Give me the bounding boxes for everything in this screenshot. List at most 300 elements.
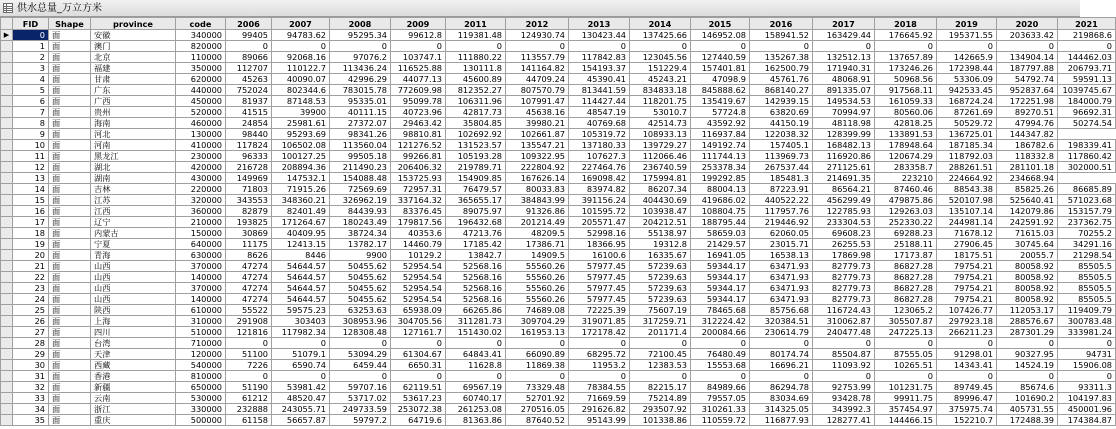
- cell-2012[interactable]: 384843.99: [506, 195, 569, 206]
- cell-province[interactable]: 北京: [91, 52, 176, 63]
- cell-province[interactable]: 天津: [91, 349, 176, 360]
- cell-2009[interactable]: 61304.67: [391, 349, 446, 360]
- cell-code[interactable]: 410000: [176, 140, 226, 151]
- cell-shape[interactable]: 面: [49, 283, 91, 294]
- table-row[interactable]: [1, 107, 1116, 118]
- row-selector[interactable]: [1, 272, 13, 283]
- cell-2018[interactable]: 69288.23: [875, 228, 937, 239]
- row-selector[interactable]: [1, 228, 13, 239]
- cell-2008[interactable]: 113436.24: [330, 63, 391, 74]
- cell-shape[interactable]: 面: [49, 272, 91, 283]
- cell-2021[interactable]: 59591.13: [1058, 74, 1116, 85]
- cell-2013[interactable]: 40769.68: [569, 118, 630, 129]
- cell-fid[interactable]: 21: [13, 261, 49, 272]
- cell-2020[interactable]: 80058.92: [997, 294, 1058, 305]
- cell-2009[interactable]: 65938.09: [391, 305, 446, 316]
- cell-2020[interactable]: 90327.95: [997, 349, 1058, 360]
- cell-2020[interactable]: 144347.82: [997, 129, 1058, 140]
- cell-2012[interactable]: 124930.74: [506, 30, 569, 41]
- cell-fid[interactable]: 1: [13, 41, 49, 52]
- cell-2018[interactable]: 305507.87: [875, 316, 937, 327]
- cell-2017[interactable]: 82779.73: [813, 272, 875, 283]
- cell-2012[interactable]: 14909.5: [506, 250, 569, 261]
- cell-2006[interactable]: 24854: [226, 118, 272, 129]
- cell-2014[interactable]: 175994.81: [630, 173, 691, 184]
- cell-2018[interactable]: 80560.06: [875, 107, 937, 118]
- cell-fid[interactable]: 24: [13, 294, 49, 305]
- cell-2018[interactable]: 0: [875, 371, 937, 382]
- cell-2007[interactable]: 71915.26: [272, 184, 330, 195]
- cell-shape[interactable]: 面: [49, 305, 91, 316]
- cell-2020[interactable]: 134904.14: [997, 52, 1058, 63]
- cell-2018[interactable]: 0: [875, 41, 937, 52]
- cell-2018[interactable]: 176645.92: [875, 30, 937, 41]
- cell-2006[interactable]: 0: [226, 41, 272, 52]
- cell-fid[interactable]: 7: [13, 107, 49, 118]
- table-row[interactable]: [1, 151, 1116, 162]
- cell-2018[interactable]: 247225.13: [875, 327, 937, 338]
- cell-shape[interactable]: 面: [49, 85, 91, 96]
- row-selector[interactable]: [1, 393, 13, 404]
- cell-2009[interactable]: 0: [391, 41, 446, 52]
- cell-2018[interactable]: 86827.28: [875, 272, 937, 283]
- cell-fid[interactable]: 33: [13, 393, 49, 404]
- cell-2015[interactable]: 312224.42: [691, 316, 750, 327]
- cell-2016[interactable]: 267537.44: [750, 162, 813, 173]
- cell-2009[interactable]: 179817.56: [391, 217, 446, 228]
- row-selector[interactable]: [1, 184, 13, 195]
- row-selector[interactable]: [1, 140, 13, 151]
- cell-province[interactable]: 内蒙古: [91, 228, 176, 239]
- cell-2007[interactable]: 92068.16: [272, 52, 330, 63]
- cell-2007[interactable]: 40409.95: [272, 228, 330, 239]
- cell-2006[interactable]: 89066: [226, 52, 272, 63]
- cell-2013[interactable]: 78384.55: [569, 382, 630, 393]
- cell-2014[interactable]: 57239.63: [630, 294, 691, 305]
- cell-2012[interactable]: 102661.87: [506, 129, 569, 140]
- cell-2008[interactable]: 95295.34: [330, 30, 391, 41]
- cell-2019[interactable]: 71678.12: [937, 228, 997, 239]
- cell-province[interactable]: 广西: [91, 96, 176, 107]
- cell-2015[interactable]: 188795.44: [691, 217, 750, 228]
- cell-2011[interactable]: 105193.28: [446, 151, 506, 162]
- cell-2014[interactable]: 118201.75: [630, 96, 691, 107]
- cell-2014[interactable]: 139729.27: [630, 140, 691, 151]
- cell-2019[interactable]: 14343.41: [937, 360, 997, 371]
- cell-2007[interactable]: 0: [272, 41, 330, 52]
- cell-2017[interactable]: 132512.13: [813, 52, 875, 63]
- cell-shape[interactable]: 面: [49, 261, 91, 272]
- cell-2020[interactable]: 203633.42: [997, 30, 1058, 41]
- cell-2009[interactable]: 10129.2: [391, 250, 446, 261]
- cell-shape[interactable]: 面: [49, 118, 91, 129]
- cell-2021[interactable]: 184000.79: [1058, 96, 1116, 107]
- cell-2006[interactable]: 0: [226, 338, 272, 349]
- cell-2006[interactable]: 61212: [226, 393, 272, 404]
- row-selector[interactable]: [1, 349, 13, 360]
- cell-2008[interactable]: 6459.44: [330, 360, 391, 371]
- cell-province[interactable]: 山西: [91, 261, 176, 272]
- cell-2006[interactable]: 81937: [226, 96, 272, 107]
- cell-2015[interactable]: 0: [691, 41, 750, 52]
- cell-2008[interactable]: 154088.48: [330, 173, 391, 184]
- cell-2016[interactable]: 117957.76: [750, 206, 813, 217]
- cell-2019[interactable]: 942533.45: [937, 85, 997, 96]
- cell-province[interactable]: 江苏: [91, 195, 176, 206]
- cell-2013[interactable]: 16100.6: [569, 250, 630, 261]
- cell-2017[interactable]: 233304.53: [813, 217, 875, 228]
- cell-2019[interactable]: 136725.01: [937, 129, 997, 140]
- cell-2021[interactable]: 219868.6: [1058, 30, 1116, 41]
- cell-2014[interactable]: 53010.7: [630, 107, 691, 118]
- cell-2009[interactable]: 121276.52: [391, 140, 446, 151]
- cell-2015[interactable]: 59344.17: [691, 261, 750, 272]
- cell-2009[interactable]: 772609.98: [391, 85, 446, 96]
- cell-2016[interactable]: 157405.1: [750, 140, 813, 151]
- cell-2016[interactable]: 320384.51: [750, 316, 813, 327]
- cell-2017[interactable]: 82779.73: [813, 283, 875, 294]
- cell-2008[interactable]: 53094.29: [330, 349, 391, 360]
- cell-province[interactable]: 重庆: [91, 415, 176, 426]
- cell-2014[interactable]: 404430.69: [630, 195, 691, 206]
- cell-2021[interactable]: 85505.5: [1058, 294, 1116, 305]
- cell-2009[interactable]: 99612.8: [391, 30, 446, 41]
- cell-2020[interactable]: 405731.55: [997, 404, 1058, 415]
- cell-2016[interactable]: 85756.68: [750, 305, 813, 316]
- cell-2012[interactable]: 0: [506, 371, 569, 382]
- cell-2011[interactable]: 0: [446, 338, 506, 349]
- cell-2021[interactable]: 571023.68: [1058, 195, 1116, 206]
- cell-2015[interactable]: 59344.17: [691, 294, 750, 305]
- table-row[interactable]: [1, 74, 1116, 85]
- cell-2008[interactable]: 249733.59: [330, 404, 391, 415]
- table-row[interactable]: [1, 118, 1116, 129]
- cell-2014[interactable]: 75607.19: [630, 305, 691, 316]
- cell-2009[interactable]: 98810.81: [391, 129, 446, 140]
- cell-2013[interactable]: 68295.72: [569, 349, 630, 360]
- cell-2006[interactable]: 47274: [226, 294, 272, 305]
- row-selector[interactable]: [1, 283, 13, 294]
- cell-shape[interactable]: 面: [49, 316, 91, 327]
- cell-2007[interactable]: 95293.69: [272, 129, 330, 140]
- cell-2007[interactable]: 39900: [272, 107, 330, 118]
- cell-2021[interactable]: 117860.42: [1058, 151, 1116, 162]
- cell-shape[interactable]: 面: [49, 74, 91, 85]
- cell-2016[interactable]: 868140.27: [750, 85, 813, 96]
- cell-2019[interactable]: 195371.55: [937, 30, 997, 41]
- cell-2007[interactable]: 208894.36: [272, 162, 330, 173]
- cell-2021[interactable]: 21298.54: [1058, 250, 1116, 261]
- table-row[interactable]: [1, 228, 1116, 239]
- cell-province[interactable]: 福建: [91, 63, 176, 74]
- cell-province[interactable]: 西藏: [91, 360, 176, 371]
- cell-2006[interactable]: 7226: [226, 360, 272, 371]
- cell-2016[interactable]: 230614.79: [750, 327, 813, 338]
- table-row[interactable]: [1, 316, 1116, 327]
- cell-2013[interactable]: 172178.42: [569, 327, 630, 338]
- cell-code[interactable]: 210000: [176, 217, 226, 228]
- cell-2017[interactable]: 85504.87: [813, 349, 875, 360]
- cell-province[interactable]: 山西: [91, 294, 176, 305]
- column-header-2020[interactable]: 2020: [997, 18, 1058, 30]
- cell-2008[interactable]: 84439.93: [330, 206, 391, 217]
- cell-2011[interactable]: 131523.57: [446, 140, 506, 151]
- cell-2019[interactable]: 520107.98: [937, 195, 997, 206]
- cell-2015[interactable]: 200084.66: [691, 327, 750, 338]
- cell-2012[interactable]: 17386.71: [506, 239, 569, 250]
- cell-2011[interactable]: 111880.22: [446, 52, 506, 63]
- cell-2019[interactable]: 244981.14: [937, 217, 997, 228]
- cell-2009[interactable]: 206406.32: [391, 162, 446, 173]
- cell-2016[interactable]: 63471.93: [750, 294, 813, 305]
- cell-2019[interactable]: 224664.92: [937, 173, 997, 184]
- cell-code[interactable]: 460000: [176, 118, 226, 129]
- cell-2007[interactable]: 54644.57: [272, 294, 330, 305]
- cell-fid[interactable]: 5: [13, 85, 49, 96]
- cell-2020[interactable]: 234668.94: [997, 173, 1058, 184]
- cell-code[interactable]: 320000: [176, 195, 226, 206]
- cell-2011[interactable]: 365655.17: [446, 195, 506, 206]
- cell-code[interactable]: 540000: [176, 360, 226, 371]
- cell-province[interactable]: 湖南: [91, 173, 176, 184]
- cell-2016[interactable]: 0: [750, 338, 813, 349]
- cell-2019[interactable]: 89749.45: [937, 382, 997, 393]
- cell-2017[interactable]: 11093.92: [813, 360, 875, 371]
- cell-2020[interactable]: 89270.51: [997, 107, 1058, 118]
- row-selector[interactable]: [1, 63, 13, 74]
- cell-2007[interactable]: 171264.67: [272, 217, 330, 228]
- cell-2013[interactable]: 57977.45: [569, 272, 630, 283]
- cell-2013[interactable]: 48547.19: [569, 107, 630, 118]
- row-selector[interactable]: [1, 371, 13, 382]
- cell-fid[interactable]: 2: [13, 52, 49, 63]
- cell-2012[interactable]: 44709.24: [506, 74, 569, 85]
- cell-fid[interactable]: 30: [13, 360, 49, 371]
- cell-code[interactable]: 120000: [176, 349, 226, 360]
- row-selector[interactable]: [1, 107, 13, 118]
- cell-shape[interactable]: 面: [49, 63, 91, 74]
- cell-code[interactable]: 420000: [176, 162, 226, 173]
- cell-fid[interactable]: 34: [13, 404, 49, 415]
- cell-2019[interactable]: 135107.14: [937, 206, 997, 217]
- cell-2019[interactable]: 87261.69: [937, 107, 997, 118]
- cell-2016[interactable]: 63471.93: [750, 261, 813, 272]
- cell-2014[interactable]: 123045.56: [630, 52, 691, 63]
- cell-2011[interactable]: 219789.71: [446, 162, 506, 173]
- cell-2015[interactable]: 58659.03: [691, 228, 750, 239]
- cell-2015[interactable]: 110559.72: [691, 415, 750, 426]
- cell-2017[interactable]: 128399.99: [813, 129, 875, 140]
- cell-2020[interactable]: 525640.41: [997, 195, 1058, 206]
- cell-code[interactable]: 130000: [176, 129, 226, 140]
- cell-2018[interactable]: 0: [875, 338, 937, 349]
- cell-2018[interactable]: 137657.89: [875, 52, 937, 63]
- cell-code[interactable]: 150000: [176, 228, 226, 239]
- table-row[interactable]: [1, 294, 1116, 305]
- cell-2014[interactable]: 834833.18: [630, 85, 691, 96]
- cell-shape[interactable]: 面: [49, 228, 91, 239]
- cell-2006[interactable]: 55522: [226, 305, 272, 316]
- table-row[interactable]: [1, 349, 1116, 360]
- table-row[interactable]: [1, 261, 1116, 272]
- cell-2009[interactable]: 52954.54: [391, 261, 446, 272]
- cell-2017[interactable]: 310062.87: [813, 316, 875, 327]
- cell-2006[interactable]: 96333: [226, 151, 272, 162]
- cell-2016[interactable]: 219446.92: [750, 217, 813, 228]
- cell-2011[interactable]: 66265.86: [446, 305, 506, 316]
- cell-2009[interactable]: 40723.96: [391, 107, 446, 118]
- cell-fid[interactable]: 19: [13, 239, 49, 250]
- column-header-2019[interactable]: 2019: [937, 18, 997, 30]
- cell-2006[interactable]: 61158: [226, 415, 272, 426]
- cell-2014[interactable]: 293507.92: [630, 404, 691, 415]
- cell-2006[interactable]: 51100: [226, 349, 272, 360]
- cell-2014[interactable]: 0: [630, 371, 691, 382]
- cell-2016[interactable]: 440522.22: [750, 195, 813, 206]
- cell-2013[interactable]: 227464.76: [569, 162, 630, 173]
- cell-2009[interactable]: 14460.79: [391, 239, 446, 250]
- cell-2008[interactable]: 50455.62: [330, 272, 391, 283]
- row-selector[interactable]: [1, 360, 13, 371]
- row-selector[interactable]: [1, 162, 13, 173]
- cell-2012[interactable]: 55560.26: [506, 261, 569, 272]
- cell-code[interactable]: 500000: [176, 415, 226, 426]
- cell-2012[interactable]: 52701.92: [506, 393, 569, 404]
- cell-2008[interactable]: 113560.04: [330, 140, 391, 151]
- cell-2013[interactable]: 107627.3: [569, 151, 630, 162]
- cell-code[interactable]: 340000: [176, 30, 226, 41]
- cell-code[interactable]: 350000: [176, 63, 226, 74]
- cell-2017[interactable]: 214691.35: [813, 173, 875, 184]
- cell-2011[interactable]: 812352.27: [446, 85, 506, 96]
- cell-province[interactable]: 广东: [91, 85, 176, 96]
- cell-2017[interactable]: 240477.48: [813, 327, 875, 338]
- cell-code[interactable]: 520000: [176, 107, 226, 118]
- cell-2008[interactable]: 128308.48: [330, 327, 391, 338]
- cell-2021[interactable]: 86685.89: [1058, 184, 1116, 195]
- cell-2006[interactable]: 8626: [226, 250, 272, 261]
- cell-2014[interactable]: 82215.17: [630, 382, 691, 393]
- cell-2016[interactable]: 314325.05: [750, 404, 813, 415]
- cell-2018[interactable]: 357454.97: [875, 404, 937, 415]
- cell-2012[interactable]: 91326.86: [506, 206, 569, 217]
- cell-2016[interactable]: 87223.91: [750, 184, 813, 195]
- cell-fid[interactable]: 14: [13, 184, 49, 195]
- table-row[interactable]: [1, 239, 1116, 250]
- table-row[interactable]: [1, 327, 1116, 338]
- cell-2014[interactable]: 86207.34: [630, 184, 691, 195]
- cell-2016[interactable]: 62060.05: [750, 228, 813, 239]
- cell-2015[interactable]: 16941.05: [691, 250, 750, 261]
- cell-2014[interactable]: 317259.71: [630, 316, 691, 327]
- cell-2007[interactable]: 348360.21: [272, 195, 330, 206]
- cell-2018[interactable]: 87460.46: [875, 184, 937, 195]
- cell-2018[interactable]: 133891.53: [875, 129, 937, 140]
- cell-code[interactable]: 810000: [176, 371, 226, 382]
- cell-shape[interactable]: 面: [49, 250, 91, 261]
- cell-shape[interactable]: 面: [49, 107, 91, 118]
- cell-shape[interactable]: 面: [49, 404, 91, 415]
- table-row[interactable]: [1, 41, 1116, 52]
- cell-2012[interactable]: 80033.83: [506, 184, 569, 195]
- cell-code[interactable]: 220000: [176, 184, 226, 195]
- cell-2013[interactable]: 71669.59: [569, 393, 630, 404]
- cell-2020[interactable]: 187797.88: [997, 63, 1058, 74]
- cell-2014[interactable]: 72100.45: [630, 349, 691, 360]
- cell-2009[interactable]: 52954.54: [391, 294, 446, 305]
- cell-2012[interactable]: 201214.49: [506, 217, 569, 228]
- cell-2008[interactable]: 98341.26: [330, 129, 391, 140]
- cell-2011[interactable]: 42817.73: [446, 107, 506, 118]
- row-selector[interactable]: [1, 173, 13, 184]
- cell-province[interactable]: 吉林: [91, 184, 176, 195]
- cell-2012[interactable]: 0: [506, 338, 569, 349]
- row-selector[interactable]: [1, 250, 13, 261]
- cell-province[interactable]: 青海: [91, 250, 176, 261]
- cell-2011[interactable]: 69567.19: [446, 382, 506, 393]
- cell-2021[interactable]: 93311.3: [1058, 382, 1116, 393]
- cell-2020[interactable]: 47994.76: [997, 118, 1058, 129]
- cell-2019[interactable]: 0: [937, 41, 997, 52]
- row-selector[interactable]: [1, 239, 13, 250]
- cell-2021[interactable]: 0: [1058, 371, 1116, 382]
- cell-2007[interactable]: 51079.1: [272, 349, 330, 360]
- cell-2007[interactable]: 25981.61: [272, 118, 330, 129]
- cell-2007[interactable]: 54644.57: [272, 283, 330, 294]
- cell-fid[interactable]: 3: [13, 63, 49, 74]
- cell-fid[interactable]: 12: [13, 162, 49, 173]
- column-header-province[interactable]: province: [91, 18, 176, 30]
- cell-code[interactable]: 710000: [176, 338, 226, 349]
- table-row[interactable]: [1, 217, 1116, 228]
- cell-fid[interactable]: 28: [13, 338, 49, 349]
- cell-2015[interactable]: 419686.02: [691, 195, 750, 206]
- cell-2011[interactable]: 311281.73: [446, 316, 506, 327]
- cell-2018[interactable]: 178948.64: [875, 140, 937, 151]
- row-selector[interactable]: [1, 195, 13, 206]
- cell-2021[interactable]: 1039745.67: [1058, 85, 1116, 96]
- row-selector[interactable]: [1, 41, 13, 52]
- current-row-arrow-icon[interactable]: ▶: [1, 30, 13, 41]
- cell-2008[interactable]: 0: [330, 41, 391, 52]
- cell-2020[interactable]: 101690.2: [997, 393, 1058, 404]
- cell-2012[interactable]: 66090.89: [506, 349, 569, 360]
- cell-2006[interactable]: 291908: [226, 316, 272, 327]
- cell-shape[interactable]: 面: [49, 195, 91, 206]
- cell-2012[interactable]: 141164.82: [506, 63, 569, 74]
- cell-2009[interactable]: 0: [391, 371, 446, 382]
- cell-2009[interactable]: 29463.42: [391, 118, 446, 129]
- table-row[interactable]: [1, 63, 1116, 74]
- cell-2015[interactable]: 84989.66: [691, 382, 750, 393]
- column-header-2006[interactable]: 2006: [226, 18, 272, 30]
- cell-fid[interactable]: 27: [13, 327, 49, 338]
- cell-2018[interactable]: 86827.28: [875, 261, 937, 272]
- cell-2021[interactable]: 450001.96: [1058, 404, 1116, 415]
- cell-2015[interactable]: 15553.68: [691, 360, 750, 371]
- cell-2020[interactable]: 0: [997, 338, 1058, 349]
- cell-shape[interactable]: 面: [49, 162, 91, 173]
- cell-2017[interactable]: 171940.31: [813, 63, 875, 74]
- cell-2016[interactable]: 86294.78: [750, 382, 813, 393]
- cell-2011[interactable]: 196432.68: [446, 217, 506, 228]
- cell-code[interactable]: 530000: [176, 393, 226, 404]
- cell-2013[interactable]: 169098.42: [569, 173, 630, 184]
- cell-2019[interactable]: 79754.21: [937, 294, 997, 305]
- cell-2007[interactable]: 243055.71: [272, 404, 330, 415]
- cell-2011[interactable]: 47213.76: [446, 228, 506, 239]
- cell-2012[interactable]: 270516.05: [506, 404, 569, 415]
